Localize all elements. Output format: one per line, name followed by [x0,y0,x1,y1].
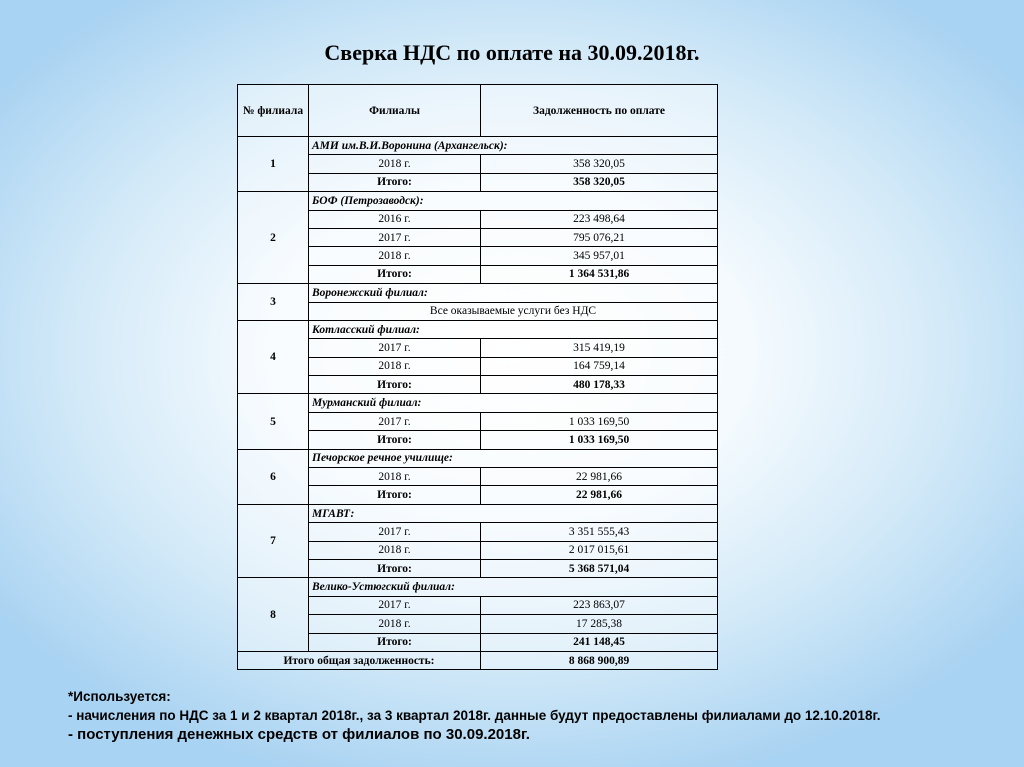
year-label: 2017 г. [309,596,481,614]
branch-total-amount: 1 364 531,86 [481,265,718,283]
header-debt: Задолженность по оплате [481,85,718,137]
year-amount: 223 863,07 [481,596,718,614]
branch-total-amount: 5 368 571,04 [481,559,718,577]
year-row [238,412,718,430]
year-row [238,210,718,228]
year-label: 2018 г. [309,247,481,265]
branch-name: Котласский филиал: [309,320,718,338]
table-header-row [238,85,718,137]
year-amount: 358 320,05 [481,155,718,173]
branch-name-row [238,320,718,338]
grand-total-amount: 8 868 900,89 [481,651,718,669]
branch-total-label: Итого: [309,265,481,283]
year-row [238,339,718,357]
branch-total-row [238,633,718,651]
year-label: 2017 г. [309,412,481,430]
branch-total-row [238,173,718,191]
branch-name-row [238,394,718,412]
year-row [238,468,718,486]
year-row [238,155,718,173]
branch-name: Воронежский филиал: [309,284,718,302]
year-amount: 17 285,38 [481,615,718,633]
branch-name: Велико-Устюгский филиал: [309,578,718,596]
branch-total-row [238,486,718,504]
branch-number: 6 [238,449,309,504]
branch-number: 5 [238,394,309,449]
branch-name-row [238,137,718,155]
branch-name: БОФ (Петрозаводск): [309,192,718,210]
branch-number: 3 [238,284,309,321]
branch-number: 7 [238,504,309,578]
branch-name-row [238,449,718,467]
year-row [238,541,718,559]
year-amount: 1 033 169,50 [481,412,718,430]
page-title: Сверка НДС по оплате на 30.09.2018г. [324,40,700,65]
year-label: 2018 г. [309,357,481,375]
year-label: 2017 г. [309,339,481,357]
year-row [238,357,718,375]
branch-total-label: Итого: [309,173,481,191]
year-row [238,523,718,541]
branch-name: АМИ им.В.И.Воронина (Архангельск): [309,137,718,155]
year-amount: 164 759,14 [481,357,718,375]
year-amount: 315 419,19 [481,339,718,357]
branch-note-row [238,302,718,320]
branch-name-row [238,504,718,522]
year-amount: 223 498,64 [481,210,718,228]
year-row [238,596,718,614]
branch-number: 4 [238,320,309,394]
branch-total-row [238,265,718,283]
year-label: 2016 г. [309,210,481,228]
branch-total-label: Итого: [309,559,481,577]
branch-number: 8 [238,578,309,652]
branch-name: МГАВТ: [309,504,718,522]
branch-total-row [238,559,718,577]
year-label: 2018 г. [309,541,481,559]
year-row [238,615,718,633]
branch-total-label: Итого: [309,376,481,394]
header-branches: Филиалы [309,85,481,137]
branch-total-amount: 480 178,33 [481,376,718,394]
year-amount: 2 017 015,61 [481,541,718,559]
grand-total-label: Итого общая задолженность: [238,651,481,669]
footer-note-heading: *Используется: [68,689,171,704]
year-amount: 795 076,21 [481,228,718,246]
branch-total-label: Итого: [309,633,481,651]
branch-name: Мурманский филиал: [309,394,718,412]
year-label: 2017 г. [309,228,481,246]
branch-number: 2 [238,192,309,284]
branch-total-amount: 241 148,45 [481,633,718,651]
year-amount: 3 351 555,43 [481,523,718,541]
branch-number: 1 [238,137,309,192]
branch-name-row [238,578,718,596]
grand-total-row [238,651,718,669]
table-body [238,137,718,670]
branch-name-row [238,284,718,302]
year-row [238,247,718,265]
year-label: 2017 г. [309,523,481,541]
branch-total-amount: 1 033 169,50 [481,431,718,449]
branch-name: Печорское речное училище: [309,449,718,467]
vat-reconciliation-table [237,84,718,670]
footer-note-accruals: - начисления по НДС за 1 и 2 квартал 2018г., за 3 квартал 2018г. данные будут предоставлены филиалами до 12.10.2018г. [68,708,881,723]
footer-notes [68,687,880,744]
year-label: 2018 г. [309,468,481,486]
branch-total-row [238,376,718,394]
branch-name-row [238,192,718,210]
branch-total-label: Итого: [309,431,481,449]
year-label: 2018 г. [309,615,481,633]
branch-note: Все оказываемые услуги без НДС [309,302,718,320]
year-amount: 345 957,01 [481,247,718,265]
year-label: 2018 г. [309,155,481,173]
branch-total-amount: 358 320,05 [481,173,718,191]
footer-note-receipts: - поступления денежных средств от филиалов по 30.09.2018г. [68,726,530,743]
branch-total-label: Итого: [309,486,481,504]
year-row [238,228,718,246]
branch-total-row [238,431,718,449]
header-branch-number: № филиала [238,85,309,137]
branch-total-amount: 22 981,66 [481,486,718,504]
year-amount: 22 981,66 [481,468,718,486]
